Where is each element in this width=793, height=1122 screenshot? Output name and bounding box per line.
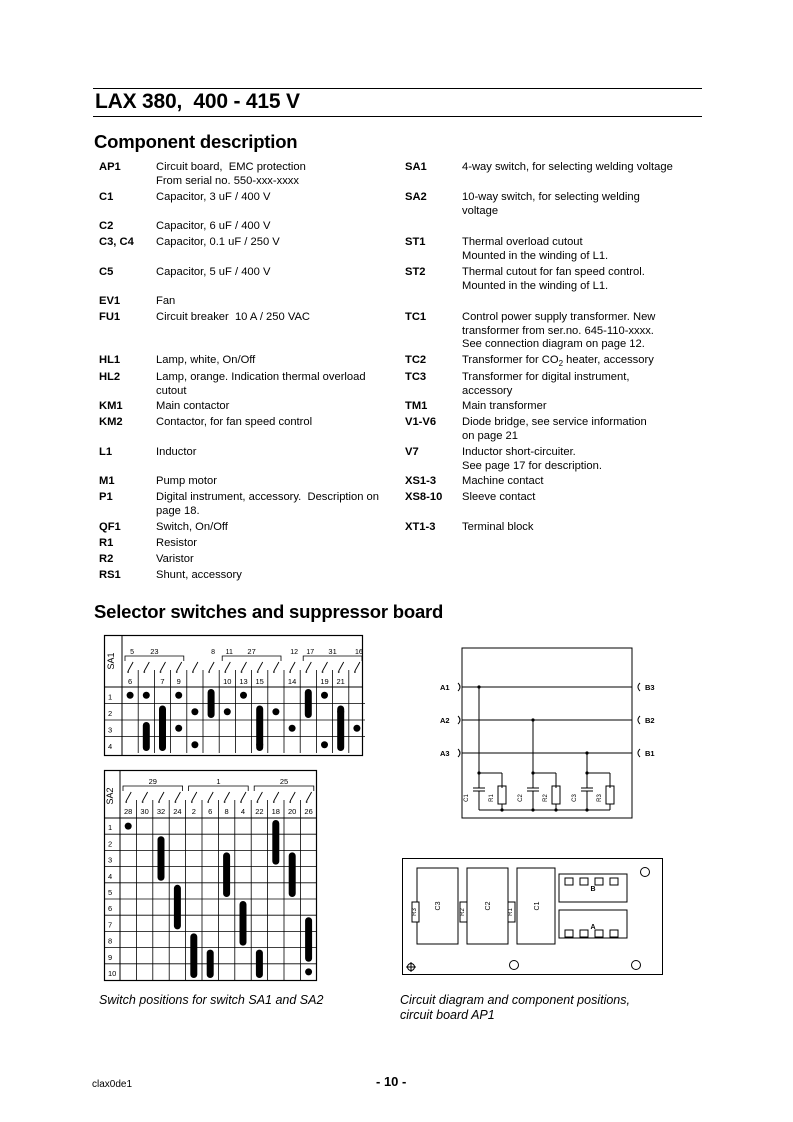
caption-switch-positions: Switch positions for switch SA1 and SA2 [99, 993, 324, 1007]
component-c2-label: C2 [518, 794, 524, 802]
switch-contact-symbol [274, 792, 279, 801]
component-desc: Capacitor, 5 uF / 400 V [156, 266, 271, 278]
component-desc: Shunt, accessory [156, 569, 242, 581]
selector-switches-heading: Selector switches and suppressor board [94, 601, 444, 622]
terminal-number: 21 [336, 677, 345, 686]
terminal-number: 20 [288, 807, 297, 816]
row-number: 2 [108, 708, 113, 718]
page-title: LAX 380, 400 - 415 V [95, 90, 300, 113]
contact-dot [125, 801, 127, 803]
position-bar [305, 689, 312, 718]
terminal-number: 11 [225, 649, 233, 656]
contact-dot [273, 801, 275, 803]
ap1-board-layout [402, 858, 664, 976]
ap1-circuit-diagram [438, 648, 678, 818]
input-a3-label: A3 [440, 749, 450, 758]
board-ground-cross [406, 962, 416, 972]
component-code: HL2 [99, 371, 121, 383]
row-number: 3 [108, 855, 113, 865]
terminal-number: 13 [239, 677, 248, 686]
component-desc: Main transformer [462, 400, 547, 412]
row-number: 1 [108, 692, 113, 702]
switch-group-label: 23 [150, 647, 159, 656]
position-bar [337, 706, 344, 752]
position-dot [305, 968, 312, 975]
switch-contact-symbol [128, 662, 133, 671]
position-bar [223, 852, 230, 897]
row-number: 4 [108, 741, 113, 751]
component-desc: Capacitor, 3 uF / 400 V [156, 191, 271, 203]
component-code: XS1-3 [405, 475, 437, 487]
terminal-number: 14 [287, 677, 297, 686]
contact-dot [354, 671, 356, 673]
component-desc: Control power supply transformer. New transformer from ser.no. 645-110-xxxx. See connection diagram on page 12. [462, 311, 656, 351]
switch-contact-symbol [339, 662, 344, 671]
component-code: TM1 [405, 400, 428, 412]
terminal-number: 15 [255, 677, 264, 686]
sa1-label: SA1 [106, 652, 116, 670]
switch-contact-symbol [307, 792, 312, 801]
terminal-number: 18 [271, 807, 280, 816]
terminal-number: 26 [304, 807, 313, 816]
position-dot [321, 741, 328, 748]
switch-contact-symbol [241, 792, 246, 801]
board-c1-label: C1 [534, 901, 541, 911]
contact-dot [191, 801, 193, 803]
switch-group-label: 29 [148, 777, 157, 786]
contact-dot [322, 671, 324, 673]
switch-contact-symbol [306, 662, 311, 671]
sa2-switch-diagram [104, 770, 318, 982]
contact-dot [240, 801, 242, 803]
terminal-number: 16 [355, 649, 363, 656]
switch-contact-symbol [161, 662, 166, 671]
contact-dot [289, 671, 291, 673]
board-a-label: A [590, 924, 596, 931]
component-code: KM2 [99, 416, 123, 428]
component-code: TC2 [405, 354, 427, 366]
contact-dot [224, 671, 226, 673]
output-b3-label: B3 [645, 683, 655, 692]
contact-dot [305, 671, 307, 673]
caption-ap1: Circuit diagram and component positions, circuit board AP1 [400, 993, 630, 1022]
component-desc: 4-way switch, for selecting welding voltage [462, 161, 673, 173]
board-c2-label: C2 [485, 901, 492, 911]
position-dot [321, 692, 328, 699]
terminal-number: 17 [306, 649, 315, 656]
component-code: R2 [99, 553, 114, 565]
component-code: KM1 [99, 400, 123, 412]
component-code: C1 [99, 191, 114, 203]
component-code: AP1 [99, 161, 121, 173]
component-desc: Sleeve contact [462, 491, 536, 503]
contact-dot [208, 671, 210, 673]
component-c3-label: C3 [572, 794, 578, 802]
component-code: M1 [99, 475, 115, 487]
header-rule-top [93, 88, 702, 89]
board-r1-label: R1 [508, 908, 514, 916]
switch-contact-symbol [144, 662, 149, 671]
terminal-number: 10 [223, 677, 232, 686]
component-code: L1 [99, 446, 113, 458]
switch-contact-symbol [193, 662, 198, 671]
switch-group-bracket [254, 786, 314, 791]
terminal-number: 22 [255, 807, 264, 816]
component-desc: Pump motor [156, 475, 217, 487]
component-description-heading: Component description [94, 131, 298, 152]
component-desc [462, 354, 654, 371]
output-b2-label: B2 [645, 716, 655, 725]
row-number: 1 [108, 823, 113, 833]
component-desc: Machine contact [462, 475, 544, 487]
sa1-switch-diagram [104, 635, 364, 757]
position-dot [272, 708, 279, 715]
position-bar [158, 836, 165, 881]
switch-contact-symbol [242, 662, 247, 671]
terminal-number: 7 [160, 677, 165, 686]
contact-dot [241, 671, 243, 673]
component-desc: Main contactor [156, 400, 230, 412]
component-desc: Circuit breaker 10 A / 250 VAC [156, 311, 311, 323]
switch-contact-symbol [290, 792, 295, 801]
row-number: 10 [108, 968, 117, 978]
switch-contact-symbol [159, 792, 164, 801]
component-desc: Lamp, orange. Indication thermal overload cutout [156, 371, 366, 397]
component-code: P1 [99, 491, 113, 503]
position-dot [127, 692, 134, 699]
contact-dot [127, 671, 129, 673]
contact-dot [175, 801, 177, 803]
position-bar [143, 722, 150, 751]
switch-contact-symbol [209, 662, 214, 671]
component-code: XT1-3 [405, 521, 436, 533]
component-desc: Inductor [156, 446, 197, 458]
position-dot [175, 725, 182, 732]
component-desc: Transformer for digital instrument, accessory [462, 371, 630, 397]
row-number: 6 [108, 904, 113, 914]
switch-contact-symbol [126, 792, 131, 801]
component-r3-label: R3 [597, 794, 603, 802]
position-dot [191, 708, 198, 715]
position-dot [175, 692, 182, 699]
component-desc: Varistor [156, 553, 194, 565]
component-r1-label: R1 [489, 794, 495, 802]
contact-dot [224, 801, 226, 803]
switch-contact-symbol [274, 662, 279, 671]
position-bar [207, 950, 214, 978]
position-dot [224, 708, 231, 715]
switch-group-label: 1 [216, 777, 221, 786]
component-code: XS8-10 [405, 491, 443, 503]
switch-group-label: 25 [279, 777, 289, 786]
component-code: C2 [99, 220, 114, 232]
position-dot [125, 823, 132, 830]
contact-dot [142, 801, 144, 803]
position-bar [289, 852, 296, 897]
switch-group-bracket [222, 656, 281, 661]
board-mounting-hole [632, 961, 641, 970]
component-code: HL1 [99, 354, 121, 366]
terminal-number: 6 [128, 677, 133, 686]
contact-dot [306, 801, 308, 803]
component-desc: Contactor, for fan speed control [156, 416, 313, 428]
component-code: FU1 [99, 311, 121, 323]
position-dot [191, 741, 198, 748]
component-r2-label: R2 [543, 794, 549, 802]
terminal-number: 19 [320, 677, 329, 686]
position-bar [256, 950, 263, 978]
contact-dot [273, 671, 275, 673]
schematic-wiring [458, 683, 640, 810]
input-a2-label: A2 [440, 716, 450, 725]
switch-contact-symbol [355, 662, 360, 671]
row-number: 4 [108, 871, 113, 881]
position-bar [256, 706, 263, 752]
terminal-number: 5 [130, 649, 135, 656]
page-number: - 10 - [376, 1074, 407, 1089]
board-c3-label: C3 [435, 901, 442, 911]
contact-dot [257, 671, 259, 673]
position-bar [208, 689, 215, 718]
contact-dot [158, 801, 160, 803]
terminal-number: 12 [290, 649, 298, 656]
terminal-number: 4 [240, 807, 246, 816]
component-desc: Thermal overload cutout Mounted in the winding of L1. [462, 236, 609, 262]
row-number: 9 [108, 952, 113, 962]
component-desc: Resistor [156, 537, 198, 549]
switch-group-bracket [303, 656, 362, 661]
desc-part: heater, accessory [563, 354, 654, 366]
board-mounting-hole [641, 868, 650, 877]
row-number: 5 [108, 887, 113, 897]
terminal-number: 6 [208, 807, 213, 816]
switch-contact-symbol [225, 792, 230, 801]
component-desc: Capacitor, 6 uF / 400 V [156, 220, 271, 232]
document-id: clax0de1 [92, 1079, 133, 1090]
terminal-number: 8 [224, 807, 229, 816]
position-dot [289, 725, 296, 732]
component-desc: Thermal cutout for fan speed control. Mounted in the winding of L1. [462, 266, 645, 292]
position-bar [272, 820, 279, 865]
switch-contact-symbol [290, 662, 295, 671]
component-desc: Terminal block [462, 521, 534, 533]
contact-dot [338, 671, 340, 673]
output-b1-label: B1 [645, 749, 655, 758]
switch-group-label: 27 [247, 647, 256, 656]
switch-group-bracket [123, 786, 183, 791]
position-bar [174, 885, 181, 930]
row-number: 3 [108, 725, 113, 735]
contact-dot [257, 801, 259, 803]
component-code: ST1 [405, 236, 426, 248]
component-desc: Switch, On/Off [156, 521, 228, 533]
component-desc: Diode bridge, see service information on page 21 [462, 416, 647, 442]
component-desc: Inductor short-circuiter. See page 17 for description. [462, 446, 602, 472]
terminal-number: 28 [124, 807, 133, 816]
component-c1-label: C1 [464, 794, 470, 802]
board-r3-label: R3 [412, 908, 418, 916]
component-code: C5 [99, 266, 114, 278]
component-code: V7 [405, 446, 419, 458]
board-b-label: B [590, 886, 596, 893]
component-code: TC3 [405, 371, 427, 383]
switch-contact-symbol [143, 792, 148, 801]
switch-contact-symbol [257, 792, 262, 801]
contact-dot [192, 671, 194, 673]
component-desc: Digital instrument, accessory. Description on page 18. [156, 491, 380, 517]
switch-group-bracket [189, 786, 249, 791]
header-rule-bottom [93, 116, 702, 117]
sa2-label: SA2 [105, 787, 115, 805]
terminal-number: 32 [156, 807, 166, 816]
contact-dot [176, 671, 178, 673]
board-outline [403, 859, 663, 975]
component-desc: Fan [156, 295, 176, 307]
component-code: ST2 [405, 266, 426, 278]
terminal-number: 8 [211, 649, 216, 656]
contact-dot [143, 671, 145, 673]
switch-contact-symbol [177, 662, 182, 671]
input-a1-label: A1 [440, 683, 450, 692]
switch-contact-symbol [258, 662, 263, 671]
switch-group-bracket [125, 656, 184, 661]
switch-contact-symbol [192, 792, 197, 801]
board-r2-label: R2 [460, 908, 466, 916]
switch-contact-symbol [225, 662, 230, 671]
row-number: 8 [108, 936, 113, 946]
component-code: SA1 [405, 161, 427, 173]
row-number: 2 [108, 839, 113, 849]
row-number: 7 [108, 920, 113, 930]
position-bar [190, 933, 197, 978]
component-desc: Circuit board, EMC protection From serial no. 550-xxx-xxxx [156, 161, 306, 187]
component-code: V1-V6 [405, 416, 437, 428]
component-desc: 10-way switch, for selecting welding voltage [462, 191, 640, 217]
component-code: QF1 [99, 521, 121, 533]
board-mounting-hole [510, 961, 519, 970]
switch-group-label: 31 [328, 647, 337, 656]
position-dot [353, 725, 360, 732]
component-code: SA2 [405, 191, 427, 203]
position-bar [240, 901, 247, 946]
switch-contact-symbol [208, 792, 213, 801]
component-code: RS1 [99, 569, 121, 581]
component-desc: Lamp, white, On/Off [156, 354, 256, 366]
component-code: TC1 [405, 311, 427, 323]
position-dot [240, 692, 247, 699]
position-bar [305, 917, 312, 962]
switch-contact-symbol [175, 792, 180, 801]
position-bar [159, 706, 166, 752]
contact-dot [289, 801, 291, 803]
terminal-number: 24 [173, 807, 182, 816]
terminal-number: 2 [191, 807, 196, 816]
switch-contact-symbol [323, 662, 328, 671]
terminal-number: 9 [176, 677, 181, 686]
contact-dot [207, 801, 209, 803]
position-dot [143, 692, 150, 699]
component-code: C3, C4 [99, 236, 134, 248]
component-code: EV1 [99, 295, 121, 307]
contact-dot [160, 671, 162, 673]
desc-subscript: 2 [558, 359, 564, 369]
component-code: R1 [99, 537, 114, 549]
terminal-number: 30 [140, 807, 149, 816]
desc-part: Transformer for CO [462, 354, 559, 366]
component-desc: Capacitor, 0.1 uF / 250 V [156, 236, 280, 248]
